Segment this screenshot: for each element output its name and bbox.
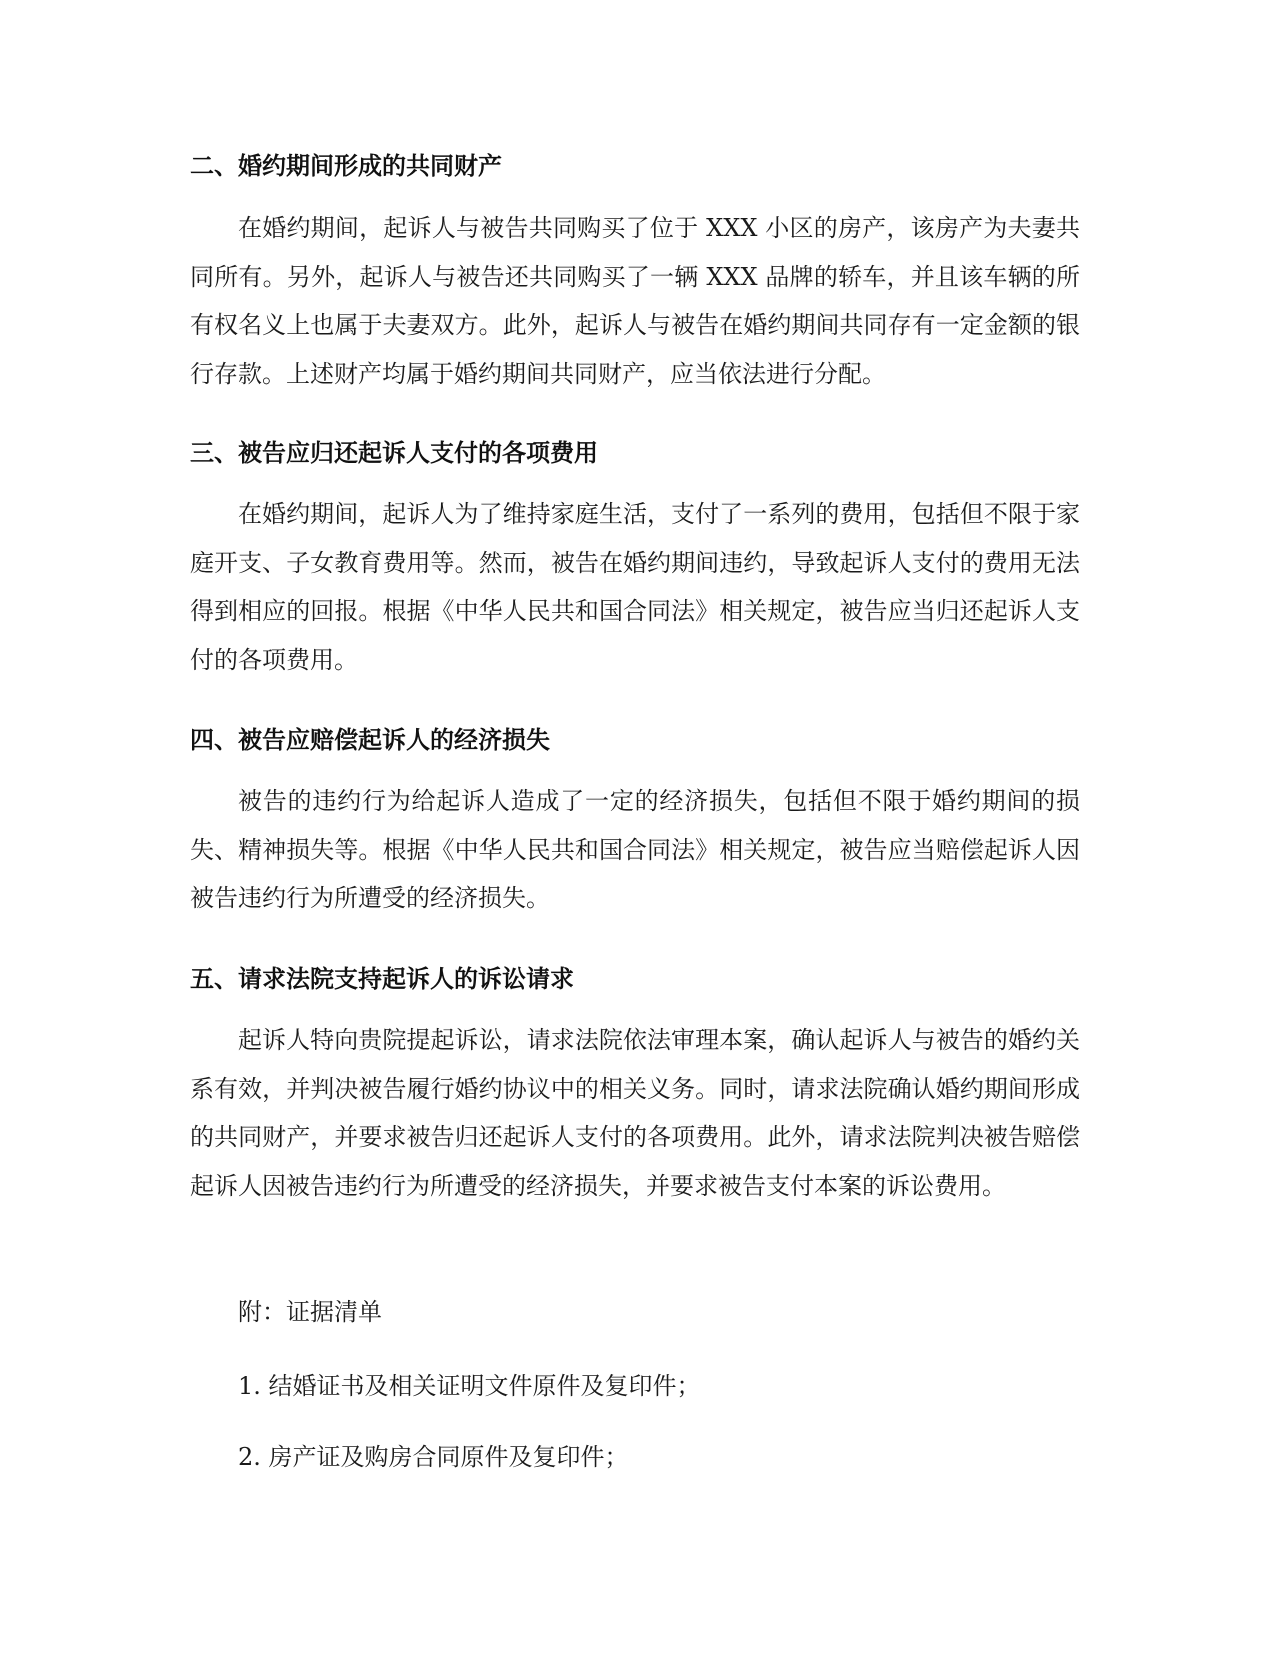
section-body-4: 被告的违约行为给起诉人造成了一定的经济损失，包括但不限于婚约期间的损失、精神损失等。根据《中华人民共和国合同法》相关规定，被告应当赔偿起诉人因被告违约行为所遭受的经济损失。 (190, 787, 1080, 912)
appendix-title: 附：证据清单 (238, 1298, 382, 1326)
section-body-3: 在婚约期间，起诉人为了维持家庭生活，支付了一系列的费用，包括但不限于家庭开支、子女教育费用等。然而，被告在婚约期间违约，导致起诉人支付的费用无法得到相应的回报。根据《中华人民共和国合同法》相关规定，被告应当归还起诉人支付的各项费用。 (190, 500, 1080, 674)
evidence-item-1: 1. 结婚证书及相关证明文件原件及复印件； (238, 1372, 701, 1400)
section-heading-5: 五、请求法院支持起诉人的诉讼请求 (190, 965, 574, 993)
evidence-item-2: 2. 房产证及购房合同原件及复印件； (238, 1443, 629, 1471)
section-body-2: 在婚约期间，起诉人与被告共同购买了位于 XXX 小区的房产，该房产为夫妻共同所有。另外，起诉人与被告还共同购买了一辆 XXX 品牌的轿车，并且该车辆的所有权名义上也属于夫妻双方。此外，起诉人与被告在婚约期间共同存有一定金额的银行存款。上述财产均属于婚约期间共同财产，应当依法进行分配。 (190, 214, 1080, 388)
section-body-5: 起诉人特向贵院提起诉讼，请求法院依法审理本案，确认起诉人与被告的婚约关系有效，并判决被告履行婚约协议中的相关义务。同时，请求法院确认婚约期间形成的共同财产，并要求被告归还起诉人支付的各项费用。此外，请求法院判决被告赔偿起诉人因被告违约行为所遭受的经济损失，并要求被告支付本案的诉讼费用。 (190, 1026, 1080, 1200)
section-heading-4: 四、被告应赔偿起诉人的经济损失 (190, 726, 550, 754)
section-heading-3: 三、被告应归还起诉人支付的各项费用 (190, 439, 598, 467)
section-heading-2: 二、婚约期间形成的共同财产 (190, 152, 502, 180)
